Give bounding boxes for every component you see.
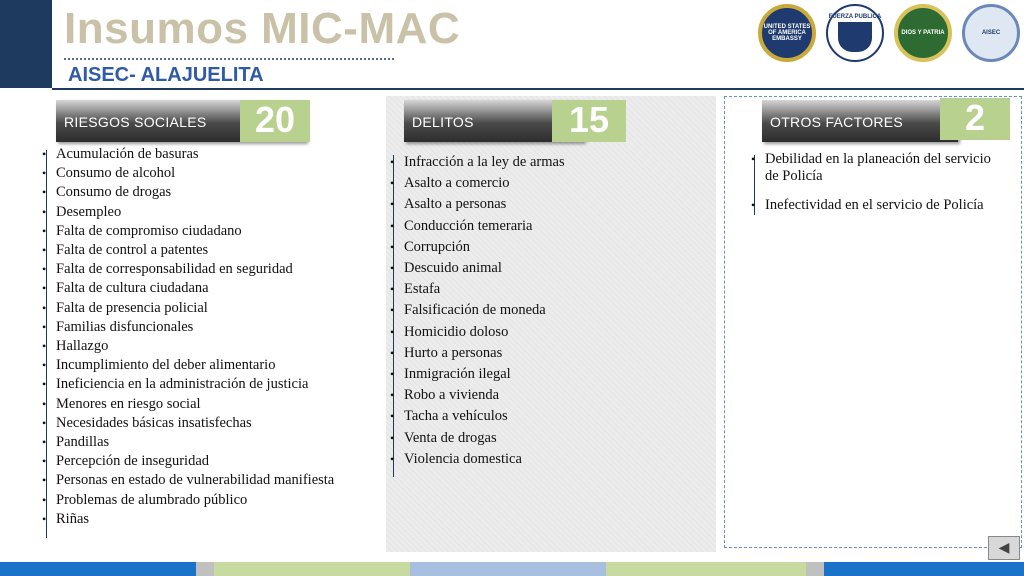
list-item: • Falsificación de moneda xyxy=(390,300,565,321)
page-title: Insumos MIC-MAC xyxy=(64,4,461,53)
title-divider xyxy=(64,58,394,60)
list-item: • Conducción temeraria xyxy=(390,216,565,237)
footer-segment xyxy=(824,562,1024,576)
logo-strip xyxy=(758,4,1020,62)
list-item: • Venta de drogas xyxy=(390,428,565,449)
footer-segment xyxy=(0,562,196,576)
section-label: RIESGOS SOCIALES xyxy=(64,114,207,130)
list-item: • Robo a vivienda xyxy=(390,385,565,406)
footer-segment xyxy=(806,562,824,576)
otros-factores-list xyxy=(751,151,1001,214)
header-accent-bar xyxy=(0,0,52,88)
policia-nacional-shield-icon: DIOS Y PATRIA xyxy=(894,4,952,62)
list-item: • Hallazgo xyxy=(42,337,334,356)
footer-segment xyxy=(196,562,214,576)
list-item: • Ineficiencia en la administración de justicia xyxy=(42,375,334,394)
list-item: • Asalto a comercio xyxy=(390,173,565,194)
list-item: • Tacha a vehículos xyxy=(390,406,565,427)
list-item: • Problemas de alumbrado público xyxy=(42,491,334,510)
page-subtitle: AISEC- ALAJUELITA xyxy=(68,64,264,86)
section-count-badge: 20 xyxy=(240,100,310,142)
section-label: DELITOS xyxy=(412,114,474,130)
section-label: OTROS FACTORES xyxy=(770,114,904,130)
riesgos-sociales-list xyxy=(42,145,334,529)
list-item: • Falta de presencia policial xyxy=(42,299,334,318)
list-item: • Asalto a personas xyxy=(390,194,565,215)
list-item: • Homicidio doloso xyxy=(390,322,565,343)
header-divider xyxy=(52,88,1024,90)
list-item: • Consumo de drogas xyxy=(42,183,334,202)
list-item: • Familias disfuncionales xyxy=(42,318,334,337)
delitos-list xyxy=(390,152,565,470)
fuerza-publica-badge-icon: FUERZA PUBLICA xyxy=(826,4,884,62)
list-item: • Falta de compromiso ciudadano xyxy=(42,222,334,241)
list-item: • Necesidades básicas insatisfechas xyxy=(42,414,334,433)
section-count-badge: 15 xyxy=(552,100,626,142)
list-item: • Estafa xyxy=(390,279,565,300)
footer-color-band xyxy=(0,562,1024,576)
list-item: • Falta de control a patentes xyxy=(42,241,334,260)
list-item: • Hurto a personas xyxy=(390,343,565,364)
list-item: • Acumulación de basuras xyxy=(42,145,334,164)
list-item: • Pandillas xyxy=(42,433,334,452)
list-item: • Corrupción xyxy=(390,237,565,258)
list-item: • Infracción a la ley de armas xyxy=(390,152,565,173)
us-embassy-seal-icon: UNITED STATES OF AMERICA EMBASSY xyxy=(758,4,816,62)
list-item: • Consumo de alcohol xyxy=(42,164,334,183)
footer-segment xyxy=(214,562,410,576)
aisec-logo-icon: AISEC xyxy=(962,4,1020,62)
list-item: • Inefectividad en el servicio de Policía xyxy=(751,197,1001,214)
list-item: • Violencia domestica xyxy=(390,449,565,470)
list-item: • Debilidad en la planeación del servicio de Policía xyxy=(751,151,1001,185)
footer-segment xyxy=(606,562,806,576)
footer-segment xyxy=(410,562,606,576)
list-item: • Falta de corresponsabilidad en seguridad xyxy=(42,260,334,279)
list-item: • Percepción de inseguridad xyxy=(42,452,334,471)
list-item: • Incumplimiento del deber alimentario xyxy=(42,356,334,375)
list-item: • Descuido animal xyxy=(390,258,565,279)
section-count-badge: 2 xyxy=(940,98,1010,140)
list-item: • Personas en estado de vulnerabilidad manifiesta xyxy=(42,471,334,490)
list-item: • Menores en riesgo social xyxy=(42,395,334,414)
section-header-otros-factores xyxy=(762,100,958,142)
list-item: • Falta de cultura ciudadana xyxy=(42,279,334,298)
back-arrow-icon[interactable]: ◀ xyxy=(988,536,1020,560)
list-item: • Inmigración ilegal xyxy=(390,364,565,385)
list-item: • Riñas xyxy=(42,510,334,529)
list-item: • Desempleo xyxy=(42,203,334,222)
